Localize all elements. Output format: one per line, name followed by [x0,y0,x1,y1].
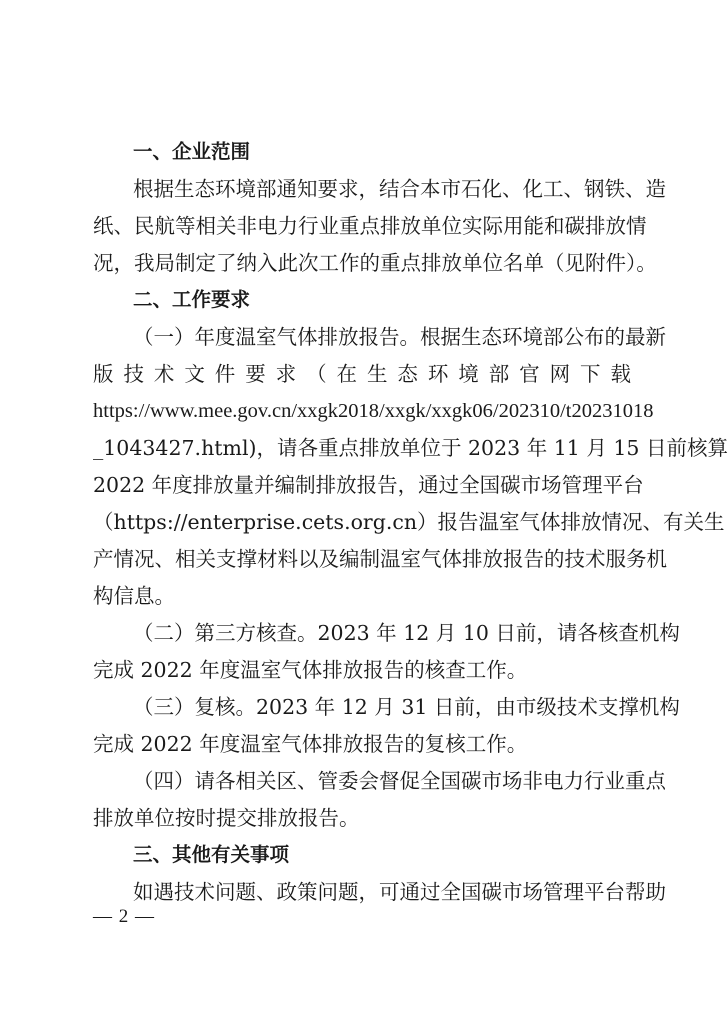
section-2-item-2-line: 完成 2022 年度温室气体排放报告的核查工作。 [93,658,528,682]
section-2-item-1-url-line: https://www.mee.gov.cn/xxgk2018/xxgk/xxgk06/202310/t20231018 [93,400,654,422]
section-2-item-3-line: 完成 2022 年度温室气体排放报告的复核工作。 [93,732,528,756]
section-2-item-4-line: （四）请各相关区、管委会督促全国碳市场非电力行业重点 [133,769,666,793]
section-2-item-4-line: 排放单位按时提交排放报告。 [93,806,360,830]
section-1-paragraph-line: 纸、民航等相关非电力行业重点排放单位实际用能和碳排放情 [93,214,647,238]
section-1-heading: 一、企业范围 [133,140,251,163]
section-2-item-1-line: _1043427.html)，请各重点排放单位于 2023 年 11 月 15 日前核算 [93,436,728,460]
section-3-heading: 三、其他有关事项 [133,843,290,866]
section-2-item-1-line: 版技术文件要求（在生态环境部官网下载 [93,362,631,386]
section-1-paragraph-line: 况，我局制定了纳入此次工作的重点排放单位名单（见附件）。 [93,251,657,275]
section-3-paragraph-line: 如遇技术问题、政策问题，可通过全国碳市场管理平台帮助 [133,880,666,904]
section-2-heading: 二、工作要求 [133,288,251,311]
section-2-item-1-line: （https://enterprise.cets.org.cn）报告温室气体排放情况、有关生 [93,510,725,534]
section-2-item-1-line: 产情况、相关支撑材料以及编制温室气体排放报告的技术服务机 [93,547,667,571]
section-1-paragraph-line: 根据生态环境部通知要求，结合本市石化、化工、钢铁、造 [133,177,666,201]
section-2-item-1-line: 2022 年度排放量并编制排放报告，通过全国碳市场管理平台 [93,473,644,497]
section-2-item-1-line: （一）年度温室气体排放报告。根据生态环境部公布的最新 [133,325,666,349]
page-number: — 2 — [93,906,155,927]
section-2-item-3-line: （三）复核。2023 年 12 月 31 日前，由市级技术支撑机构 [133,695,680,719]
section-2-item-2-line: （二）第三方核查。2023 年 12 月 10 日前，请各核查机构 [133,621,680,645]
section-2-item-1-line: 构信息。 [93,584,175,608]
